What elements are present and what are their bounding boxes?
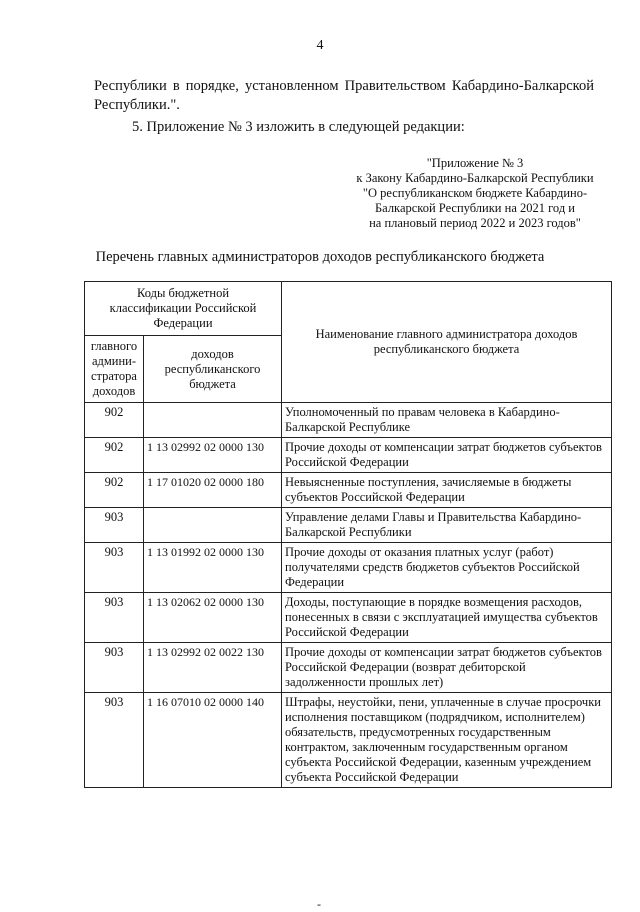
- cell-income-code: 1 13 02062 02 0000 130: [144, 593, 282, 643]
- header-admin-code: главного админи-стратора доходов: [85, 336, 144, 403]
- table-row: [85, 473, 612, 508]
- cell-administrator-name: Прочие доходы от компенсации затрат бюджетов субъектов Российской Федерации: [282, 438, 612, 473]
- cell-income-code: 1 17 01020 02 0000 180: [144, 473, 282, 508]
- appendix-line-5: на плановый период 2022 и 2023 годов": [369, 216, 581, 230]
- table-row: [85, 643, 612, 693]
- cell-admin-code: 903: [85, 543, 144, 593]
- cell-income-code: 1 13 02992 02 0000 130: [144, 438, 282, 473]
- header-administrator-name: Наименование главного администратора доходов республиканского бюджета: [282, 282, 612, 403]
- table-body: [85, 403, 612, 788]
- table-title: Перечень главных администраторов доходов республиканского бюджета: [95, 249, 545, 265]
- cell-income-code: [144, 403, 282, 438]
- cell-admin-code: 903: [85, 593, 144, 643]
- cell-admin-code: 903: [85, 693, 144, 788]
- header-income-code: доходов республиканского бюджета: [144, 336, 282, 403]
- cell-admin-code: 902: [85, 403, 144, 438]
- cell-admin-code: 902: [85, 438, 144, 473]
- cell-administrator-name: Невыясненные поступления, зачисляемые в бюджеты субъектов Российской Федерации: [282, 473, 612, 508]
- cell-admin-code: 903: [85, 508, 144, 543]
- appendix-line-2: к Закону Кабардино-Балкарской Республики: [356, 171, 594, 185]
- cell-administrator-name: Доходы, поступающие в порядке возмещения расходов, понесенных в связи с эксплуатацией имущества субъектов Российской Федерации: [282, 593, 612, 643]
- cell-income-code: 1 13 02992 02 0022 130: [144, 643, 282, 693]
- page-number: 4: [316, 38, 324, 53]
- administrators-table: [84, 281, 612, 788]
- paragraph-item-5: 5. Приложение № 3 изложить в следующей редакции:: [132, 119, 465, 135]
- appendix-line-4: Балкарской Республики на 2021 год и: [374, 201, 575, 215]
- paragraph-continuation: Республики в порядке, установленном Правительством Кабардино-Балкарской Республики.".: [94, 78, 594, 113]
- footer-mark: -: [317, 897, 321, 911]
- table-row: [85, 508, 612, 543]
- cell-admin-code: 902: [85, 473, 144, 508]
- table-row: [85, 693, 612, 788]
- table-row: [85, 593, 612, 643]
- cell-administrator-name: Управление делами Главы и Правительства Кабардино-Балкарской Республики: [282, 508, 612, 543]
- table-row: [85, 543, 612, 593]
- table-row: [85, 403, 612, 438]
- appendix-line-1: "Приложение № 3: [426, 156, 524, 170]
- cell-income-code: [144, 508, 282, 543]
- cell-administrator-name: Прочие доходы от оказания платных услуг (работ) получателями средств бюджетов субъектов Российской Федерации: [282, 543, 612, 593]
- cell-administrator-name: Штрафы, неустойки, пени, уплаченные в случае просрочки исполнения поставщиком (подрядчиком, исполнителем) обязательств, предусмотренных государственным контрактом, заключенным государственным органом субъекта Российской Федерации, казенным учреждением субъекта Российской Федерации: [282, 693, 612, 788]
- header-budget-codes: Коды бюджетной классификации Российской Федерации: [85, 282, 282, 336]
- cell-income-code: 1 16 07010 02 0000 140: [144, 693, 282, 788]
- appendix-header: [330, 156, 620, 231]
- appendix-line-3: "О республиканском бюджете Кабардино-: [362, 186, 588, 200]
- table-row: [85, 438, 612, 473]
- cell-income-code: 1 13 01992 02 0000 130: [144, 543, 282, 593]
- cell-administrator-name: Уполномоченный по правам человека в Кабардино-Балкарской Республике: [282, 403, 612, 438]
- cell-admin-code: 903: [85, 643, 144, 693]
- cell-administrator-name: Прочие доходы от компенсации затрат бюджетов субъектов Российской Федерации (возврат дебиторской задолженности прошлых лет): [282, 643, 612, 693]
